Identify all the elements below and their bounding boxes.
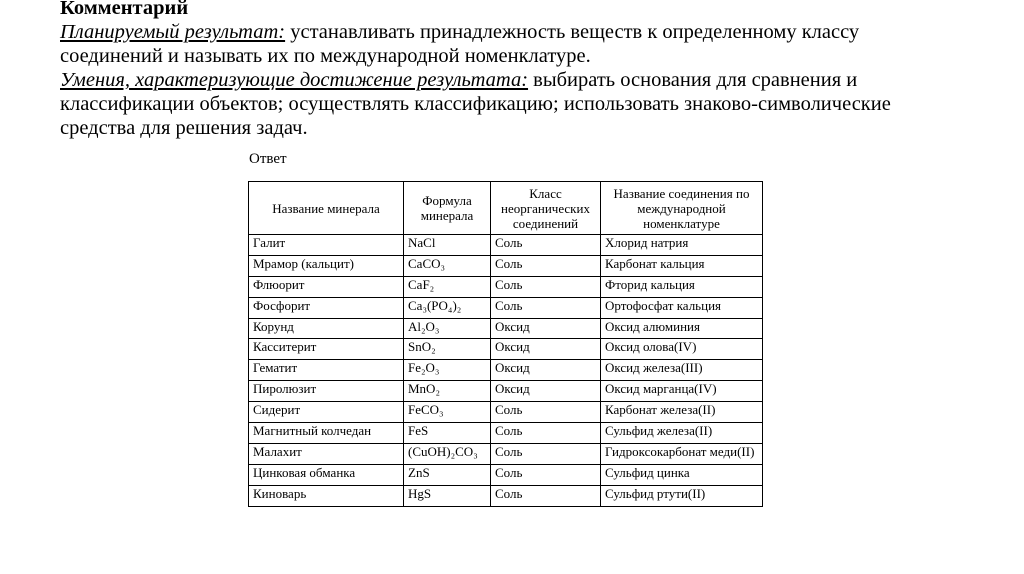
cell-class: Оксид — [491, 360, 601, 381]
table-row — [249, 360, 763, 381]
cell-mineral: Сидерит — [249, 402, 404, 423]
table-row — [249, 297, 763, 318]
minerals-table — [248, 181, 763, 507]
cell-mineral: Малахит — [249, 443, 404, 464]
cell-mineral: Корунд — [249, 318, 404, 339]
cell-mineral: Магнитный колчедан — [249, 423, 404, 444]
cell-mineral: Галит — [249, 235, 404, 256]
table-row — [249, 235, 763, 256]
table-row — [249, 443, 763, 464]
cell-iupac-name: Оксид марганца(IV) — [601, 381, 763, 402]
cell-mineral: Мрамор (кальцит) — [249, 255, 404, 276]
cell-mineral: Пиролюзит — [249, 381, 404, 402]
cell-formula: Fe₂O₃ — [404, 360, 491, 381]
table-row — [249, 464, 763, 485]
cell-iupac-name: Гидроксокарбонат меди(II) — [601, 443, 763, 464]
header-mineral: Название минерала — [249, 182, 404, 235]
table-header-row — [249, 182, 763, 235]
cell-mineral: Фосфорит — [249, 297, 404, 318]
cell-class: Соль — [491, 235, 601, 256]
cell-class: Соль — [491, 297, 601, 318]
cell-formula: FeCO₃ — [404, 402, 491, 423]
header-iupac-name: Название соединения по международной номенклатуре — [601, 182, 763, 235]
cell-class: Соль — [491, 423, 601, 444]
cell-mineral: Касситерит — [249, 339, 404, 360]
cell-iupac-name: Сульфид цинка — [601, 464, 763, 485]
cell-mineral: Цинковая обманка — [249, 464, 404, 485]
planned-result-label: Планируемый результат: — [60, 21, 286, 43]
skills-label: Умения, характеризующие достижение результата: — [60, 69, 529, 91]
table-row — [249, 339, 763, 360]
cell-iupac-name: Фторид кальция — [601, 276, 763, 297]
table-row — [249, 255, 763, 276]
cell-formula: ZnS — [404, 464, 491, 485]
table-row — [249, 381, 763, 402]
cell-formula: Al₂O₃ — [404, 318, 491, 339]
table-row — [249, 318, 763, 339]
table-row — [249, 423, 763, 444]
cell-iupac-name: Карбонат железа(II) — [601, 402, 763, 423]
table-row — [249, 485, 763, 506]
cell-formula: Ca₃(PO₄)₂ — [404, 297, 491, 318]
answer-label: Ответ — [249, 151, 287, 167]
planned-result-text: устанавливать принадлежность веществ к определенному классу соединений и называть их по международной номенклатуре. — [60, 21, 860, 67]
cell-mineral: Гематит — [249, 360, 404, 381]
cell-formula: CaF₂ — [404, 276, 491, 297]
cell-iupac-name: Оксид железа(III) — [601, 360, 763, 381]
skills-paragraph — [60, 68, 960, 140]
skills-text: выбирать основания для сравнения и классификации объектов; осуществлять классификацию; использовать знаково-символические средства для решения задач. — [60, 69, 891, 139]
cell-iupac-name: Сульфид ртути(II) — [601, 485, 763, 506]
cell-class: Соль — [491, 464, 601, 485]
cell-iupac-name: Оксид олова(IV) — [601, 339, 763, 360]
planned-result-paragraph — [60, 20, 960, 68]
cell-class: Соль — [491, 255, 601, 276]
cell-formula: (CuOH)₂CO₃ — [404, 443, 491, 464]
cell-formula: SnO₂ — [404, 339, 491, 360]
cell-class: Оксид — [491, 318, 601, 339]
cell-class: Оксид — [491, 339, 601, 360]
cell-formula: HgS — [404, 485, 491, 506]
header-formula: Формула минерала — [404, 182, 491, 235]
cell-class: Оксид — [491, 381, 601, 402]
comment-block — [60, 0, 960, 140]
cell-formula: MnO₂ — [404, 381, 491, 402]
cell-formula: NaCl — [404, 235, 491, 256]
cell-iupac-name: Карбонат кальция — [601, 255, 763, 276]
cell-class: Соль — [491, 485, 601, 506]
cell-class: Соль — [491, 276, 601, 297]
cell-mineral: Киноварь — [249, 485, 404, 506]
cell-iupac-name: Сульфид железа(II) — [601, 423, 763, 444]
cell-formula: CaCO₃ — [404, 255, 491, 276]
cell-mineral: Флюорит — [249, 276, 404, 297]
table-row — [249, 402, 763, 423]
comment-heading: Комментарий — [60, 0, 189, 19]
cell-class: Соль — [491, 443, 601, 464]
cell-iupac-name: Оксид алюминия — [601, 318, 763, 339]
cell-iupac-name: Ортофосфат кальция — [601, 297, 763, 318]
cell-formula: FeS — [404, 423, 491, 444]
cell-class: Соль — [491, 402, 601, 423]
cell-iupac-name: Хлорид натрия — [601, 235, 763, 256]
header-class: Класс неорганических соединений — [491, 182, 601, 235]
table-row — [249, 276, 763, 297]
